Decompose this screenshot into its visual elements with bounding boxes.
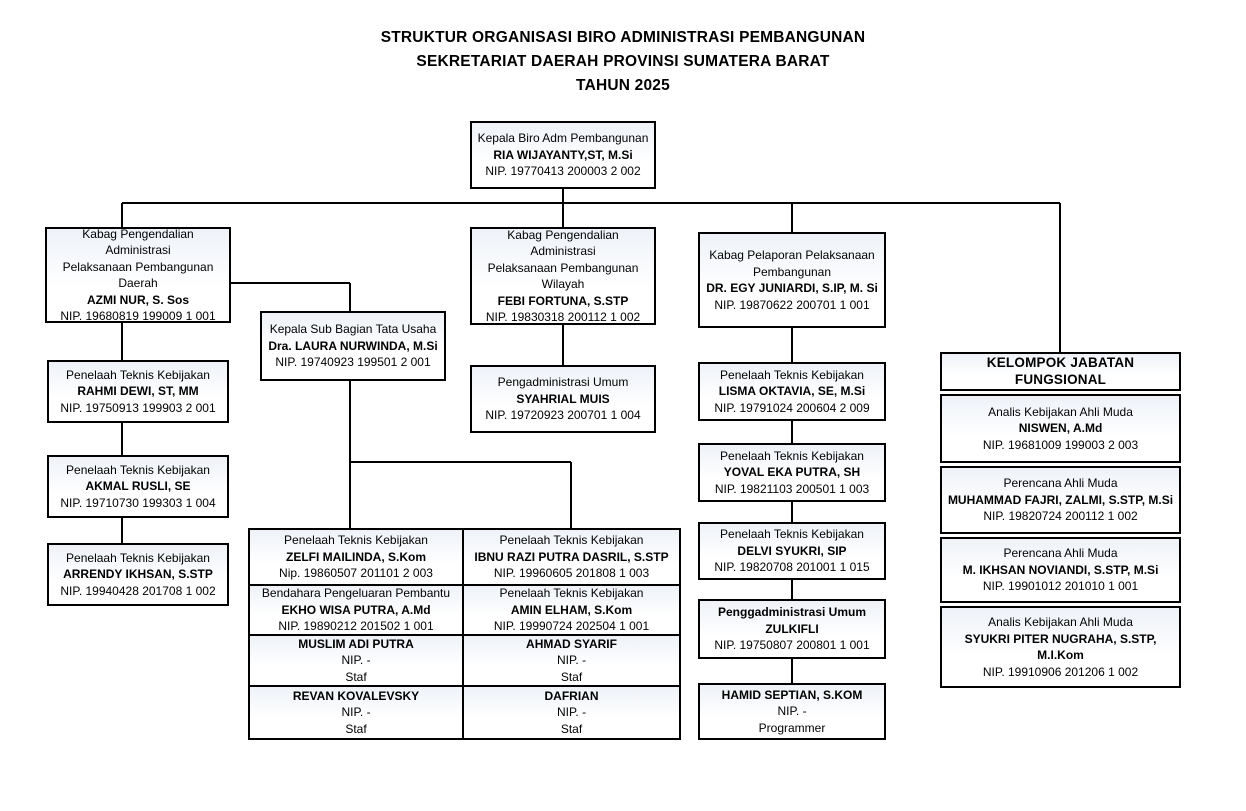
org-box-text-line: NIP. 19770413 200003 2 002 bbox=[485, 164, 641, 179]
org-box-text-line: M. IKHSAN NOVIANDI, S.STP, M.Si bbox=[962, 562, 1159, 577]
org-box-text-line: Staf bbox=[560, 669, 583, 684]
org-box-akmal bbox=[47, 455, 229, 518]
org-box-text-line: KELOMPOK JABATAN FUNGSIONAL bbox=[986, 355, 1135, 387]
org-box-text-line: NIP. 19710730 199303 1 004 bbox=[60, 495, 216, 510]
org-box-text-line: ZELFI MAILINDA, S.Kom bbox=[286, 549, 426, 564]
org-box-rahmi bbox=[47, 360, 229, 423]
org-box-text-line: NISWEN, A.Md bbox=[1018, 421, 1103, 436]
org-box-text-line: FEBI FORTUNA, S.STP bbox=[497, 293, 629, 308]
org-box-text-line: Pengadministrasi Umum bbox=[497, 375, 629, 390]
org-box-ekho bbox=[248, 584, 464, 636]
org-box-text-line: Kabag Pengendalian Administrasi bbox=[82, 226, 194, 257]
org-box-text-line: AKMAL RUSLI, SE bbox=[85, 479, 191, 494]
org-box-ikhsan bbox=[940, 537, 1181, 603]
chart-title-line2: SEKRETARIAT DAERAH PROVINSI SUMATERA BARAT bbox=[416, 53, 830, 70]
org-box-amin bbox=[462, 584, 681, 636]
org-box-text-line: NIP. - bbox=[556, 705, 587, 720]
org-box-text-line: Analis Kebijakan Ahli Muda bbox=[988, 615, 1133, 629]
org-box-delvi bbox=[698, 522, 886, 580]
org-box-text-line: NIP. 19791024 200604 2 009 bbox=[714, 400, 870, 415]
org-box-text-line: Daerah bbox=[118, 276, 158, 290]
org-box-text-line: AHMAD SYARIF bbox=[526, 636, 617, 651]
org-box-text-line: Programmer bbox=[758, 720, 826, 735]
org-box-text-line: NIP. 19681009 199003 2 003 bbox=[982, 437, 1139, 452]
org-box-kabag-daerah bbox=[45, 227, 231, 323]
org-box-zulkifli bbox=[698, 599, 886, 659]
org-box-text-line: NIP. 19740923 199501 2 001 bbox=[275, 355, 431, 370]
org-box-text-line: Penelaah Teknis Kebijakan bbox=[720, 448, 864, 463]
org-box-text-line: REVAN KOVALEVSKY bbox=[292, 688, 420, 703]
org-box-text-line: SYAHRIAL MUIS bbox=[516, 391, 610, 406]
org-box-text-line: Penelaah Teknis Kebijakan bbox=[720, 367, 864, 382]
org-box-text-line: NIP. 19890212 201502 1 001 bbox=[278, 619, 434, 634]
org-box-text-line: NIP. 19821103 200501 1 003 bbox=[714, 481, 870, 496]
org-box-text-line: NIP. 19940428 201708 1 002 bbox=[60, 583, 216, 598]
org-box-text-line: NIP. 19830318 200112 1 002 bbox=[485, 310, 641, 324]
org-box-text-line: IBNU RAZI PUTRA DASRIL, S.STP bbox=[474, 549, 669, 564]
org-box-text-line: Staf bbox=[345, 669, 367, 684]
org-box-muslim bbox=[248, 634, 464, 687]
org-box-text-line: NIP. 19901012 201010 1 001 bbox=[982, 579, 1139, 594]
org-box-text-line: ARRENDY IKHSAN, S.STP bbox=[63, 567, 213, 582]
org-box-kepala-biro bbox=[470, 121, 656, 189]
org-box-text-line: NIP. 19870622 200701 1 001 bbox=[714, 297, 870, 312]
org-box-text-line: Perencana Ahli Muda bbox=[1003, 476, 1118, 491]
chart-title-line3: TAHUN 2025 bbox=[576, 77, 670, 94]
org-box-text-line: LISMA OKTAVIA, SE, M.Si bbox=[718, 384, 866, 399]
org-box-text-line: Kepala Biro Adm Pembangunan bbox=[477, 131, 649, 146]
org-box-tata-usaha bbox=[260, 311, 446, 381]
org-box-text-line: Pelaksanaan Pembangunan bbox=[487, 260, 639, 275]
org-box-niswen bbox=[940, 394, 1181, 463]
org-box-text-line: Penelaah Teknis Kebijakan bbox=[499, 586, 644, 601]
org-box-revan bbox=[248, 685, 464, 740]
org-box-text-line: Bendahara Pengeluaran Pembantu bbox=[261, 586, 451, 601]
org-box-lisma bbox=[698, 362, 886, 421]
org-box-text-line: Staf bbox=[560, 721, 583, 736]
org-box-text-line: DELVI SYUKRI, SIP bbox=[737, 543, 847, 558]
org-box-text-line: NIP. 19910906 201206 1 002 bbox=[982, 664, 1139, 679]
org-box-text-line: Penelaah Teknis Kebijakan bbox=[66, 462, 210, 477]
org-box-text-line: NIP. 19990724 202504 1 001 bbox=[493, 619, 650, 634]
org-box-zelfi bbox=[248, 528, 464, 586]
org-box-text-line: MUSLIM ADI PUTRA bbox=[298, 636, 414, 651]
org-box-text-line: Penelaah Teknis Kebijakan bbox=[720, 527, 864, 542]
org-box-text-line: Dra. LAURA NURWINDA, M.Si bbox=[268, 338, 438, 353]
org-box-text-line: SYUKRI PITER NUGRAHA, S.STP, M.I.Kom bbox=[964, 631, 1157, 662]
org-box-kelompok-header bbox=[940, 352, 1181, 391]
org-box-text-line: ZULKIFLI bbox=[765, 621, 819, 636]
org-box-text-line: Analis Kebijakan Ahli Muda bbox=[988, 404, 1133, 419]
org-box-text-line: NIP. 19960605 201808 1 003 bbox=[493, 566, 650, 581]
org-box-kabag-wilayah bbox=[470, 227, 656, 325]
org-box-text-line: YOVAL EKA PUTRA, SH bbox=[723, 465, 861, 480]
org-box-text-line: Kabag Pelaporan Pelaksanaan bbox=[709, 248, 875, 262]
org-box-text-line: AMIN ELHAM, S.Kom bbox=[510, 602, 633, 617]
org-box-text-line: Penggadministrasi Umum bbox=[717, 605, 867, 620]
org-box-dafrian bbox=[462, 685, 681, 740]
org-box-text-line: NIP. - bbox=[341, 705, 371, 720]
org-box-text-line: NIP. 19750913 199903 2 001 bbox=[60, 400, 216, 415]
org-box-text-line: EKHO WISA PUTRA, A.Md bbox=[281, 602, 431, 617]
chart-title-line1: STRUKTUR ORGANISASI BIRO ADMINISTRASI PEMBANGUNAN bbox=[380, 29, 866, 46]
org-box-syukri bbox=[940, 606, 1181, 688]
org-box-text-line: NIP. 19720923 200701 1 004 bbox=[485, 408, 641, 423]
org-box-text-line: RIA WIJAYANTY,ST, M.Si bbox=[493, 147, 633, 162]
org-box-text-line: Pelaksanaan Pembangunan bbox=[62, 259, 214, 274]
org-box-text-line: DR. EGY JUNIARDI, S.IP, M. Si bbox=[706, 281, 878, 295]
org-box-syahrial bbox=[470, 365, 656, 433]
org-box-text-line: Nip. 19860507 201101 2 003 bbox=[279, 566, 433, 581]
org-box-text-line: NIP. 19820724 200112 1 002 bbox=[983, 509, 1138, 524]
org-box-text-line: NIP. - bbox=[341, 653, 371, 668]
org-box-text-line: DAFRIAN bbox=[544, 688, 599, 703]
org-box-text-line: NIP. - bbox=[556, 653, 587, 668]
org-box-kabag-pelaporan bbox=[698, 232, 886, 328]
org-box-text-line: Staf bbox=[345, 721, 367, 736]
org-box-text-line: Penelaah Teknis Kebijakan bbox=[66, 367, 210, 382]
org-box-text-line: AZMI NUR, S. Sos bbox=[86, 292, 189, 307]
org-box-text-line: RAHMI DEWI, ST, MM bbox=[77, 384, 199, 399]
org-box-text-line: NIP. 19680819 199009 1 001 bbox=[60, 309, 216, 323]
org-box-ibnu bbox=[462, 528, 681, 586]
org-box-text-line: NIP. - bbox=[777, 704, 807, 719]
org-box-text-line: Penelaah Teknis Kebijakan bbox=[66, 550, 210, 565]
org-box-text-line: Penelaah Teknis Kebijakan bbox=[284, 533, 428, 548]
org-box-text-line: Wilayah bbox=[541, 277, 585, 291]
org-box-text-line: Pembangunan bbox=[752, 264, 832, 279]
org-box-text-line: NIP. 19820708 201001 1 015 bbox=[714, 560, 870, 575]
org-box-text-line: HAMID SEPTIAN, S.KOM bbox=[721, 687, 863, 702]
org-box-text-line: MUHAMMAD FAJRI, ZALMI, S.STP, M.Si bbox=[947, 492, 1174, 507]
org-box-fajri bbox=[940, 466, 1181, 534]
org-box-yoval bbox=[698, 443, 886, 502]
org-box-ahmad bbox=[462, 634, 681, 687]
org-box-hamid bbox=[698, 683, 886, 740]
org-box-arrendy bbox=[47, 543, 229, 606]
org-box-text-line: Penelaah Teknis Kebijakan bbox=[499, 533, 644, 548]
org-box-text-line: Perencana Ahli Muda bbox=[1003, 546, 1118, 561]
org-box-text-line: Kepala Sub Bagian Tata Usaha bbox=[269, 322, 437, 337]
org-box-text-line: Kabag Pengendalian Administrasi bbox=[507, 227, 619, 258]
org-box-text-line: NIP. 19750807 200801 1 001 bbox=[714, 638, 870, 653]
